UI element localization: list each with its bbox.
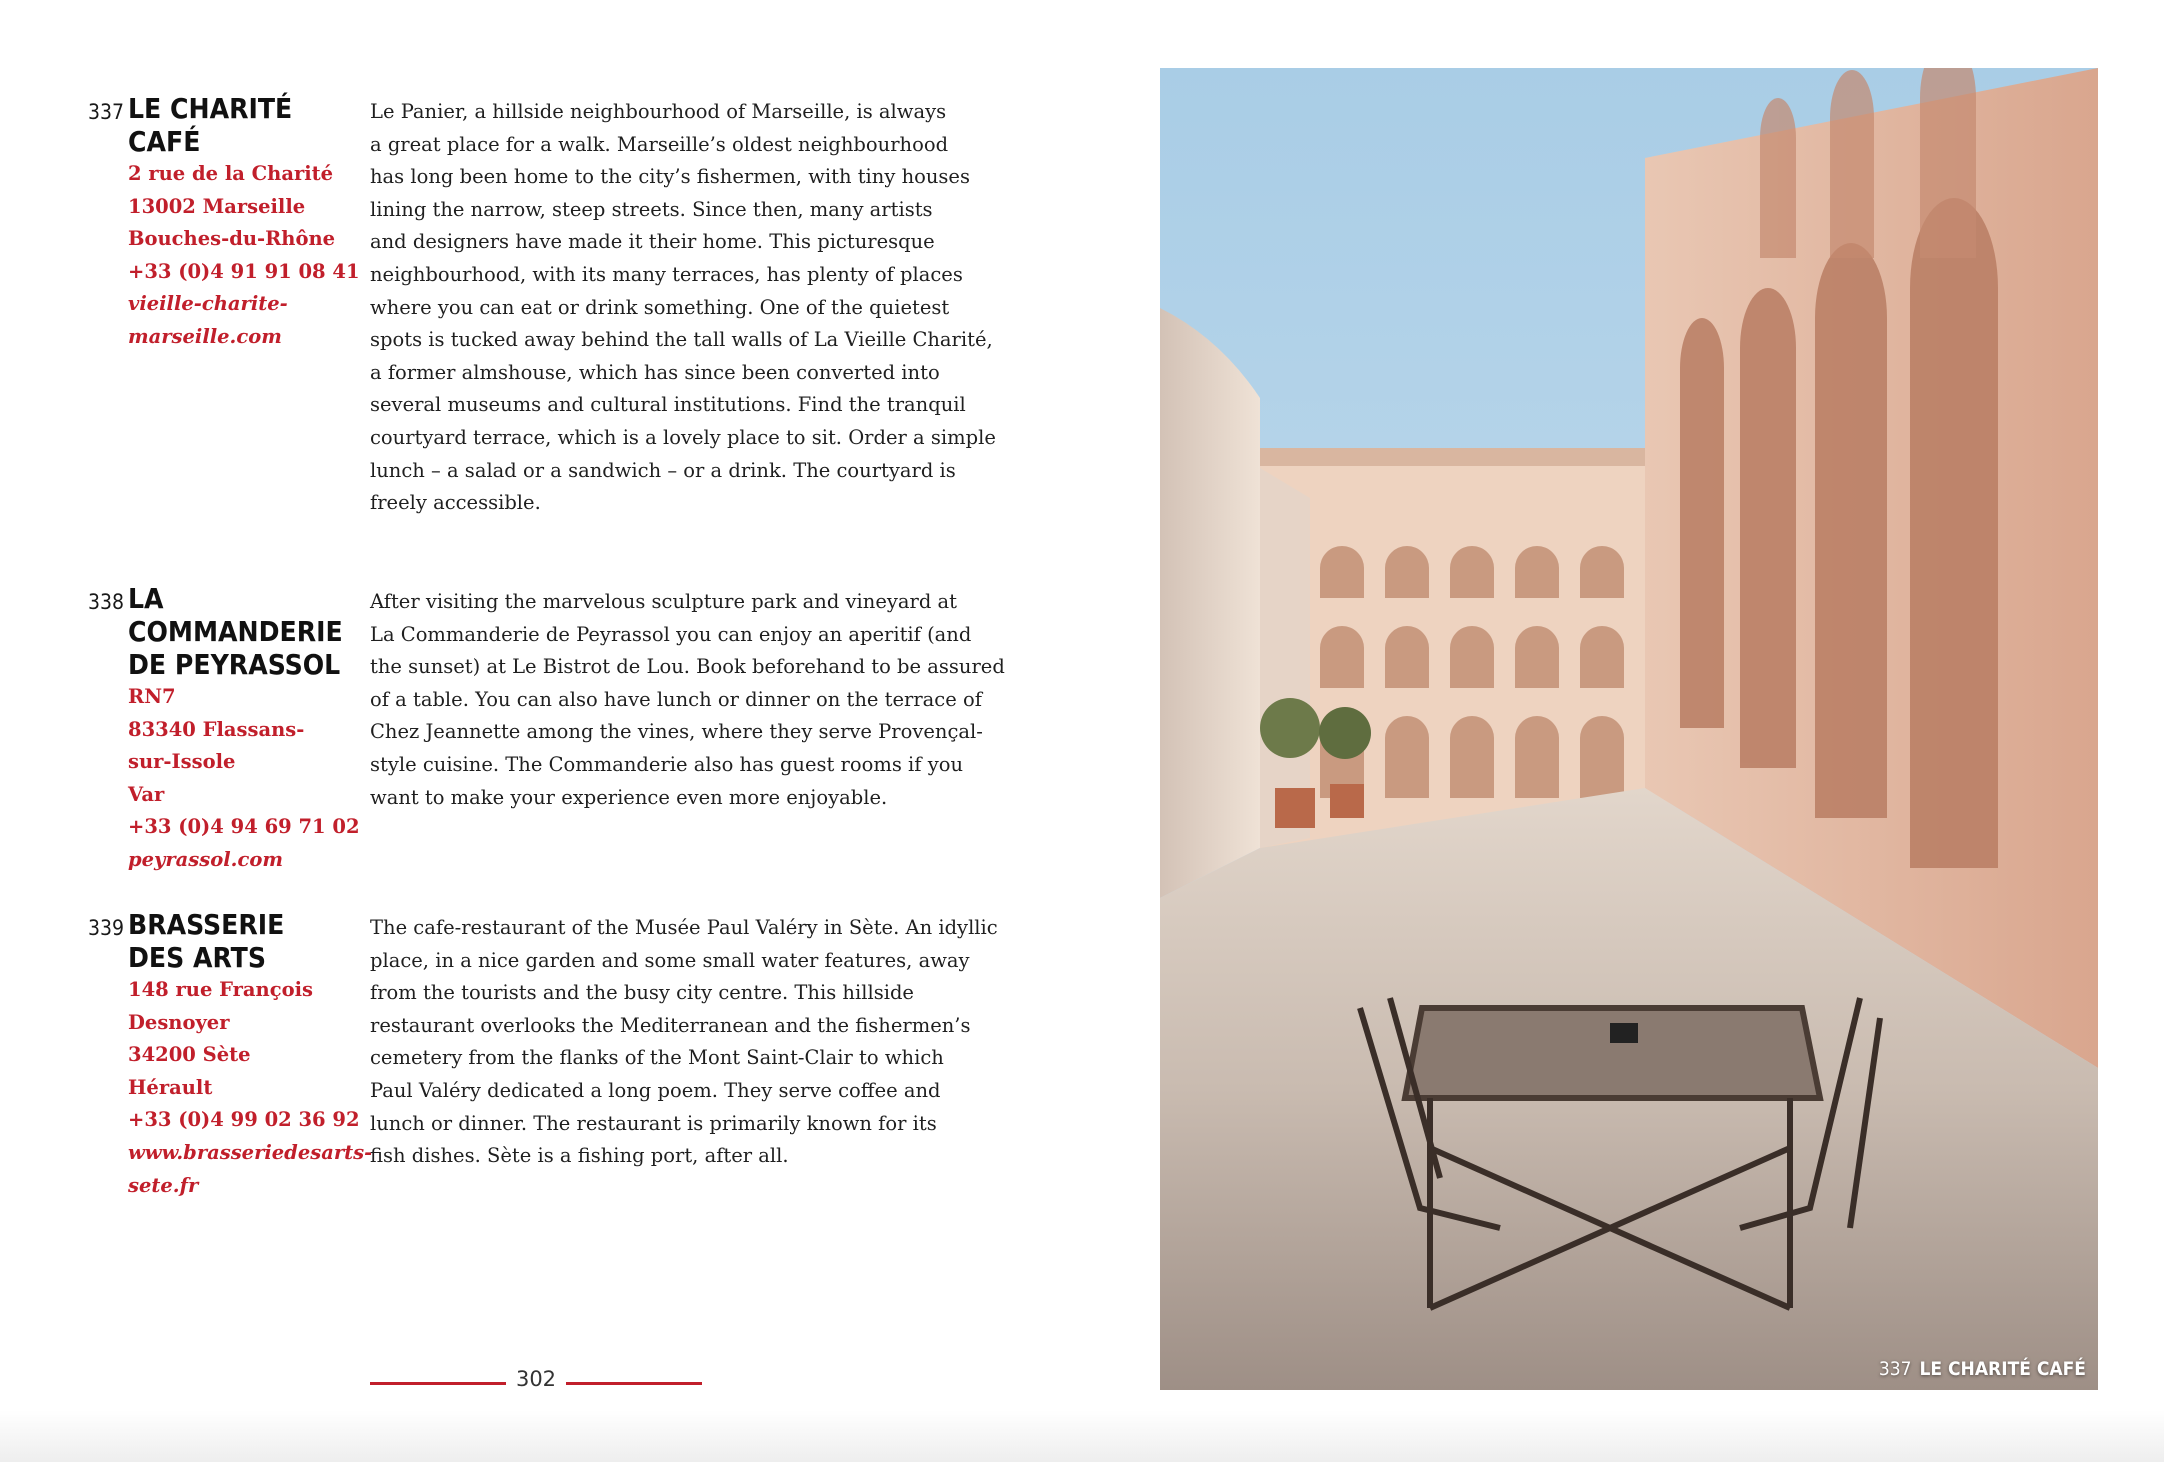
- entry-address: [128, 681, 360, 877]
- entry-header: [88, 92, 360, 354]
- website-link[interactable]: marseille.com: [128, 324, 282, 348]
- entry-title-line: DE PEYRASSOL: [128, 648, 341, 681]
- body-line: freely accessible.: [370, 491, 541, 515]
- entry-title-line: LA COMMANDERIE: [128, 582, 343, 648]
- address-line: Desnoyer: [128, 1010, 230, 1034]
- body-line: restaurant overlooks the Mediterranean and the fishermen’s: [370, 1013, 971, 1037]
- entry-title-line: DES ARTS: [128, 941, 267, 974]
- entry-address: [128, 158, 360, 354]
- entry-number: 339: [88, 916, 125, 940]
- body-line: has long been home to the city’s fishermen, with tiny houses: [370, 165, 970, 189]
- body-line: spots is tucked away behind the tall walls of La Vieille Charité,: [370, 328, 993, 352]
- entry-description: [370, 586, 1005, 814]
- body-line: place, in a nice garden and some small water features, away: [370, 948, 970, 972]
- entry-header: [88, 908, 373, 1202]
- body-line: La Commanderie de Peyrassol you can enjoy an aperitif (and: [370, 622, 972, 646]
- page-edge-shadow: [0, 1410, 2164, 1462]
- caption-title: LE CHARITÉ CAFÉ: [1919, 1358, 2086, 1380]
- address-line: Bouches-du-Rhône: [128, 227, 336, 251]
- entry-header: [88, 582, 360, 877]
- address-line: 83340 Flassans-: [128, 717, 305, 741]
- body-line: a great place for a walk. Marseille’s oldest neighbourhood: [370, 132, 949, 156]
- courtyard-photo: [1160, 68, 2098, 1390]
- folio-rule-left: [370, 1382, 506, 1385]
- entry-title: [128, 92, 353, 158]
- body-line: fish dishes. Sète is a fishing port, after all.: [370, 1144, 789, 1168]
- courtyard-illustration: [1160, 68, 2098, 1390]
- entry-title-line: BRASSERIE: [128, 908, 285, 941]
- entry-address: [128, 974, 373, 1202]
- address-line: 13002 Marseille: [128, 194, 306, 218]
- entry-title: [128, 908, 353, 974]
- body-line: courtyard terrace, which is a lovely place to sit. Order a simple: [370, 425, 996, 449]
- body-line: of a table. You can also have lunch or dinner on the terrace of: [370, 687, 982, 711]
- body-line: several museums and cultural institutions. Find the tranquil: [370, 393, 966, 417]
- body-line: where you can eat or drink something. One of the quietest: [370, 295, 950, 319]
- entry-description: [370, 912, 998, 1173]
- body-line: style cuisine. The Commanderie also has guest rooms if you: [370, 752, 964, 776]
- address-line: 34200 Sète: [128, 1043, 251, 1067]
- page-folio: [370, 1365, 702, 1401]
- body-line: lining the narrow, steep streets. Since then, many artists: [370, 197, 933, 221]
- website-link[interactable]: vieille-charite-: [128, 292, 288, 316]
- entry-number: 337: [88, 100, 125, 124]
- body-line: want to make your experience even more enjoyable.: [370, 785, 888, 809]
- body-line: cemetery from the flanks of the Mont Saint-Clair to which: [370, 1046, 944, 1070]
- body-line: After visiting the marvelous sculpture park and vineyard at: [370, 590, 957, 613]
- entry-title-line: LE CHARITÉ CAFÉ: [128, 92, 293, 158]
- website-link[interactable]: www.brasseriedesarts-: [128, 1140, 373, 1164]
- phone-number[interactable]: +33 (0)4 91 91 08 41: [128, 259, 360, 283]
- body-line: neighbourhood, with its many terraces, has plenty of places: [370, 262, 963, 286]
- phone-number[interactable]: +33 (0)4 99 02 36 92: [128, 1108, 360, 1132]
- address-line: sur-Issole: [128, 750, 236, 774]
- body-line: Le Panier, a hillside neighbourhood of Marseille, is always: [370, 100, 947, 123]
- address-line: 148 rue François: [128, 978, 313, 1001]
- entry-number: 338: [88, 590, 125, 614]
- body-line: Chez Jeannette among the vines, where they serve Provençal-: [370, 720, 983, 744]
- phone-number[interactable]: +33 (0)4 94 69 71 02: [128, 815, 360, 839]
- body-line: lunch – a salad or a sandwich – or a drink. The courtyard is: [370, 458, 956, 482]
- entry-description: [370, 96, 996, 520]
- website-link[interactable]: peyrassol.com: [128, 847, 283, 871]
- body-line: from the tourists and the busy city centre. This hillside: [370, 981, 914, 1005]
- entry-title: [128, 582, 353, 681]
- body-line: and designers have made it their home. This picturesque: [370, 230, 935, 254]
- address-line: Hérault: [128, 1075, 213, 1099]
- body-line: The cafe-restaurant of the Musée Paul Valéry in Sète. An idyllic: [370, 916, 998, 939]
- website-link[interactable]: sete.fr: [128, 1173, 199, 1197]
- page-number: 302: [515, 1367, 557, 1391]
- address-line: RN7: [128, 685, 176, 708]
- body-line: the sunset) at Le Bistrot de Lou. Book beforehand to be assured: [370, 655, 1005, 679]
- body-line: lunch or dinner. The restaurant is primarily known for its: [370, 1111, 937, 1135]
- photo-caption: [1879, 1358, 2086, 1380]
- address-line: 2 rue de la Charité: [128, 162, 334, 185]
- caption-number: 337: [1878, 1358, 1912, 1380]
- address-line: Var: [128, 782, 165, 806]
- folio-rule-right: [566, 1382, 702, 1385]
- body-line: a former almshouse, which has since been converted into: [370, 360, 940, 384]
- body-line: Paul Valéry dedicated a long poem. They serve coffee and: [370, 1078, 941, 1102]
